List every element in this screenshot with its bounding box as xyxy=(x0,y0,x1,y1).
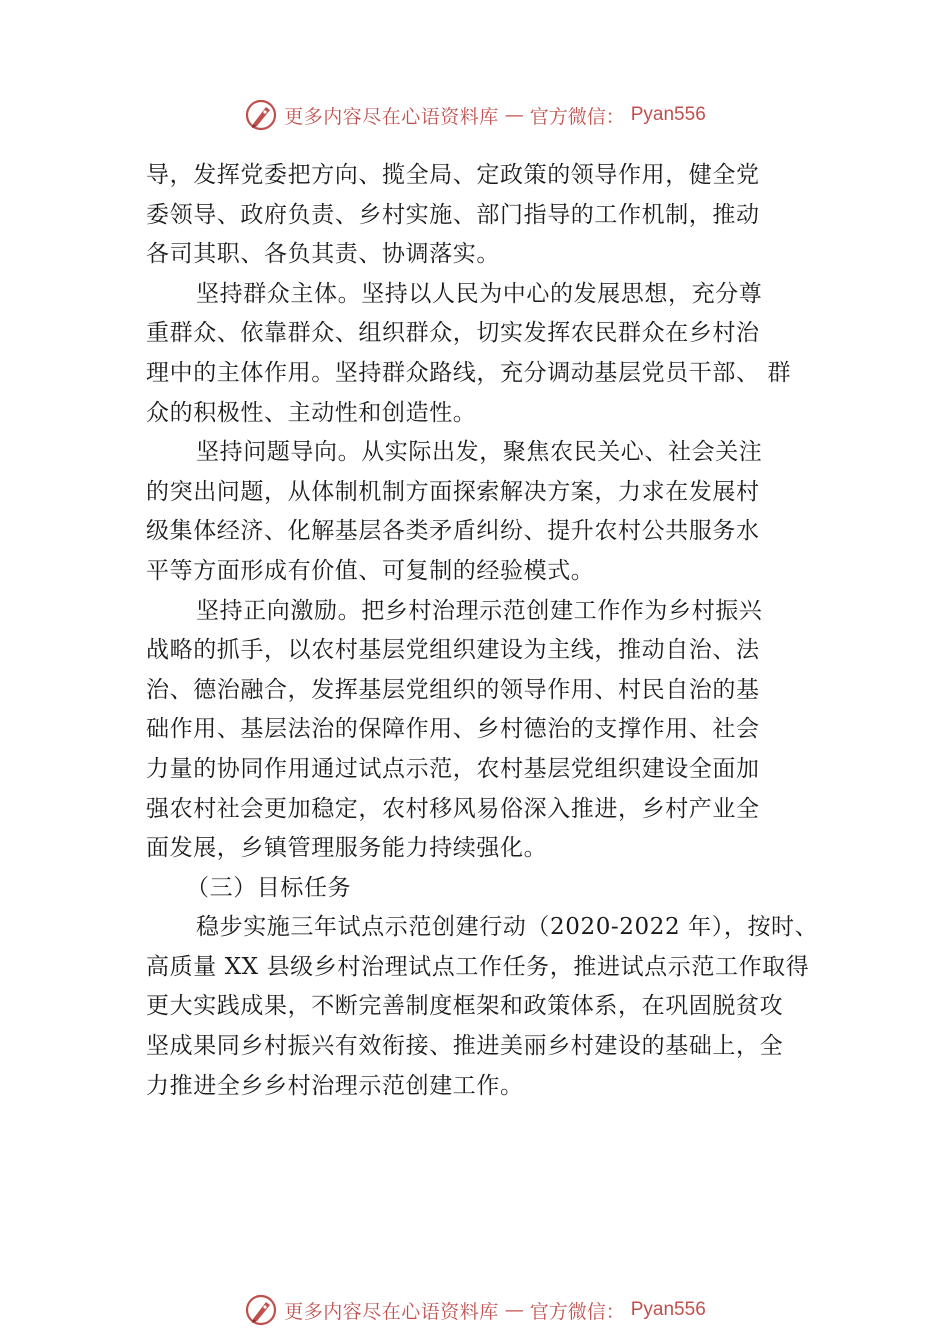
section-heading: （三）目标任务 xyxy=(186,874,352,901)
watermark-wechat-label: 官方微信： xyxy=(529,1300,625,1323)
pen-nib-logo-icon xyxy=(244,1293,278,1327)
body-line: 导，发挥党委把方向、揽全局、定政策的领导作用，健全党 xyxy=(146,162,760,188)
body-line: 众的积极性、主动性和创造性。 xyxy=(146,399,477,426)
body-line: 委领导、政府负责、乡村实施、部门指导的工作机制，推动 xyxy=(146,201,760,228)
footer-watermark xyxy=(0,1290,950,1330)
watermark-wechat-label: 官方微信： xyxy=(529,105,625,128)
paragraph-start-line: 坚持正向激励。把乡村治理示范创建工作作为乡村振兴 xyxy=(196,597,763,624)
body-line: 坚成果同乡村振兴有效衔接、推进美丽乡村建设的基础上，全 xyxy=(146,1033,784,1060)
body-line: 重群众、依靠群众、组织群众，切实发挥农民群众在乡村治 xyxy=(146,320,760,347)
paragraph-start-line: 坚持群众主体。坚持以人民为中心的发展思想，充分尊 xyxy=(196,280,763,307)
watermark-text: 更多内容尽在心语资料库 xyxy=(284,105,499,128)
header-watermark xyxy=(0,95,950,135)
body-line: 平等方面形成有价值、可复制的经验模式。 xyxy=(146,557,595,584)
body-line: 的突出问题，从体制机制方面探索解决方案，力求在发展村 xyxy=(146,478,760,505)
document-body xyxy=(146,156,819,1106)
body-line: 更大实践成果，不断完善制度框架和政策体系，在巩固脱贫攻 xyxy=(146,993,784,1020)
body-line: 级集体经济、化解基层各类矛盾纠纷、提升农村公共服务水 xyxy=(146,518,760,545)
body-line: 理中的主体作用。坚持群众路线，充分调动基层党员干部、 群 xyxy=(146,359,792,386)
watermark-separator: — xyxy=(504,1299,524,1321)
body-line: 础作用、基层法治的保障作用、乡村德治的支撑作用、社会 xyxy=(146,716,760,743)
body-line: 各司其职、各负其责、协调落实。 xyxy=(146,241,500,268)
body-line: 战略的抓手，以农村基层党组织建设为主线，推动自治、法 xyxy=(146,637,760,664)
pen-nib-logo-icon xyxy=(244,98,278,132)
paragraph-start-line: 坚持问题导向。从实际出发，聚焦农民关心、社会关注 xyxy=(196,439,763,466)
body-line: 面发展，乡镇管理服务能力持续强化。 xyxy=(146,835,548,862)
body-line: 力推进全乡乡村治理示范创建工作。 xyxy=(146,1072,524,1099)
body-line: 治、德治融合，发挥基层党组织的领导作用、村民自治的基 xyxy=(146,676,760,703)
paragraph-start-line: 稳步实施三年试点示范创建行动（2020-2022 年），按时、 xyxy=(196,914,819,941)
body-line: 高质量 XX 县级乡村治理试点工作任务，推进试点示范工作取得 xyxy=(146,953,810,980)
body-line: 强农村社会更加稳定，农村移风易俗深入推进，乡村产业全 xyxy=(146,795,760,822)
watermark-text: 更多内容尽在心语资料库 xyxy=(284,1300,499,1323)
watermark-wechat-id: Pyan556 xyxy=(630,104,706,125)
body-line: 力量的协同作用通过试点示范，农村基层党组织建设全面加 xyxy=(146,755,760,782)
watermark-separator: — xyxy=(504,104,524,126)
watermark-wechat-id: Pyan556 xyxy=(630,1299,706,1320)
